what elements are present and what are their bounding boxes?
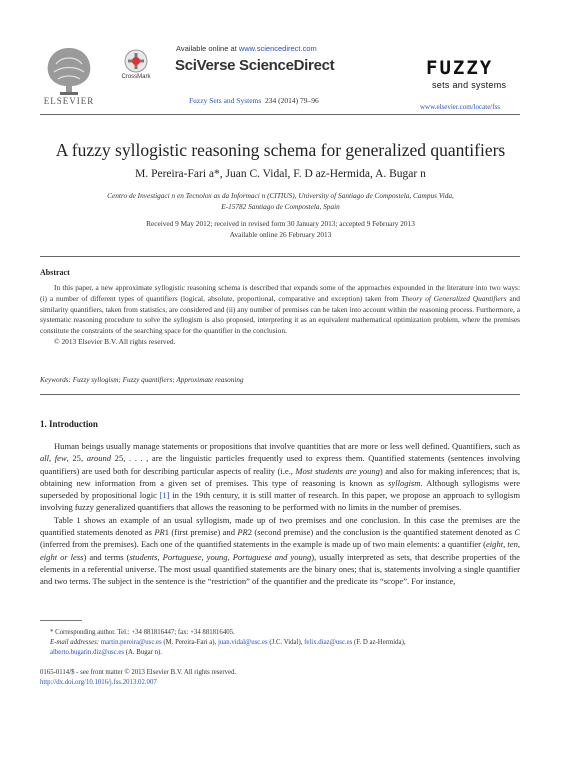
- corresponding-author: * Corresponding author. Tel.: +34 881816447; fax: +34 881816405.: [50, 629, 235, 636]
- crossmark-icon[interactable]: [120, 48, 152, 76]
- journal-logo-sub: sets and systems: [432, 80, 507, 90]
- abstract-text-italic: Theory of Generalized Quantifiers: [401, 293, 507, 303]
- abstract-body: [40, 283, 520, 348]
- journal-issue: 234 (2014) 79–96: [265, 96, 319, 105]
- reference-link[interactable]: [1]: [159, 490, 170, 501]
- article-front-matter: [40, 668, 520, 688]
- abstract-copyright: © 2013 Elsevier B.V. All rights reserved.: [54, 336, 176, 346]
- affiliation-line-1: Centro de Investigaci n en Tecnolox as da Informaci n (CITIUS), University of Santiago de Compostela, Campus Vida,: [107, 191, 454, 200]
- crossmark-label: CrossMark: [121, 74, 151, 80]
- email-addresses: E-mail addresses: martin.pereira@usc.es (M. Pereira-Fari a), juan.vidal@usc.es (J.C. Vidal), felix.diaz@usc.es (F. D az-Hermida), alberto.bugarin.diz@usc.es (A. Bugar n).: [50, 639, 406, 656]
- email-link-1[interactable]: martin.pereira@usc.es: [100, 639, 162, 646]
- footnote-rule: [40, 620, 82, 621]
- affiliation-line-2: E-15782 Santiago de Compostela, Spain: [221, 201, 340, 211]
- dates-available: Available online 26 February 2013: [229, 229, 332, 239]
- abstract-bottom-rule: [40, 394, 520, 395]
- sciencedirect-link[interactable]: www.sciencedirect.com: [238, 44, 317, 53]
- journal-reference: [189, 96, 319, 105]
- journal-homepage-link[interactable]: www.elsevier.com/locate/fss: [420, 103, 501, 111]
- email-link-2[interactable]: juan.vidal@usc.es: [217, 639, 268, 646]
- intro-paragraph-2: Table 1 shows an example of an usual syllogism, made up of two premises and one conclusion. In this case the premises are the quantified statements denoted as PR1 (first premise) and PR2 (second premise) and the conclusion is the quantified statement denoted as C (inferred from the premises). Each one of the quantified statements in the example is made up of two main elements: a quantifier (eight, ten, eight or less) and terms (students, Portuguese, young, Portuguese and young), usually interpreted as sets, that describe properties of the elements in a referential universe. The most usual quantified statements are the binary ones; that is, statements involving a single quantifier and two terms. The subject in the sentence is the “restriction” of the quantifier and the predicate its “scope”. For instance,: [40, 514, 521, 587]
- elsevier-tree-logo: [40, 42, 98, 104]
- article-authors: M. Pereira-Fari a*, Juan C. Vidal, F. D az-Hermida, A. Bugar n: [135, 168, 426, 180]
- affiliation: [0, 191, 561, 212]
- keywords-list: Fuzzy syllogism; Fuzzy quantifiers; Approximate reasoning: [70, 376, 244, 384]
- email-link-4[interactable]: alberto.bugarin.diz@usc.es: [50, 649, 125, 656]
- journal-logo: FUZZY: [426, 57, 494, 79]
- keywords-label: Keywords:: [40, 376, 71, 384]
- publisher-name: ELSEVIER: [43, 96, 95, 106]
- intro-paragraph-1: Human beings usually manage statements or propositions that involve quantities that are more or less well defined. Quantifiers, such as all, few, 25, around 25, . . . , are the linguistic particles frequently used to express them. Quantified statements (sentences involving quantifiers) are used both for describing particular aspects of reality (i.e., Most students are young) and also for making inferences; that is, obtaining new information from a given set of premises. This type of reasoning is known as syllogism. Although syllogisms were superseded by propositional logic [1] in the 19th century, it is still matter of research. In this paper, we propose an approach to syllogism involving fuzzy generalized quantifiers that allows the reasoning to be performed with no limits in the number of premises.: [40, 441, 521, 513]
- dates-received: Received 9 May 2012; received in revised form 30 January 2013; accepted 9 February 2013: [146, 219, 415, 228]
- abstract-text-2: and similarity quantifiers, taken from statistics, are considered and (ii) any number of premises can be taken into account within the reasoning process. Furthermore, a systematic reasoning procedure to solve the syllogism is also proposed, interpreting it as an equivalent mathematical optimization problem, where the premises constitute the constraints of the searching space for the quantifier in the conclusion.: [40, 293, 520, 336]
- abstract-top-rule: [40, 256, 520, 257]
- abstract-text-1: In this paper, a new approximate syllogistic reasoning schema is described that expands some of the approaches expounded in the literature into two ways: (i) a number of different types of quantifiers (logical, absolute, proportional, comparative and exception) taken from: [40, 283, 520, 303]
- available-prefix: Available online at: [176, 44, 239, 53]
- section-heading: 1. Introduction: [40, 419, 98, 429]
- issn-line: 0165-0114/$ - see front matter © 2013 Elsevier B.V. All rights reserved.: [40, 669, 237, 676]
- article-title: A fuzzy syllogistic reasoning schema for generalized quantifiers: [55, 140, 506, 160]
- article-dates: [0, 219, 561, 240]
- abstract-heading: Abstract: [40, 268, 70, 277]
- platform-name: SciVerse ScienceDirect: [175, 57, 335, 74]
- footnotes: [40, 628, 520, 658]
- section-body: [40, 440, 520, 588]
- doi-link[interactable]: http://dx.doi.org/10.1016/j.fss.2013.02.007: [40, 679, 157, 686]
- journal-name-link[interactable]: Fuzzy Sets and Systems: [189, 96, 262, 105]
- abstract-paragraph: [40, 283, 520, 337]
- header-rule: [40, 114, 520, 115]
- available-online: [176, 44, 317, 53]
- email-link-3[interactable]: felix.diaz@usc.es: [304, 639, 353, 646]
- keywords: [40, 376, 244, 384]
